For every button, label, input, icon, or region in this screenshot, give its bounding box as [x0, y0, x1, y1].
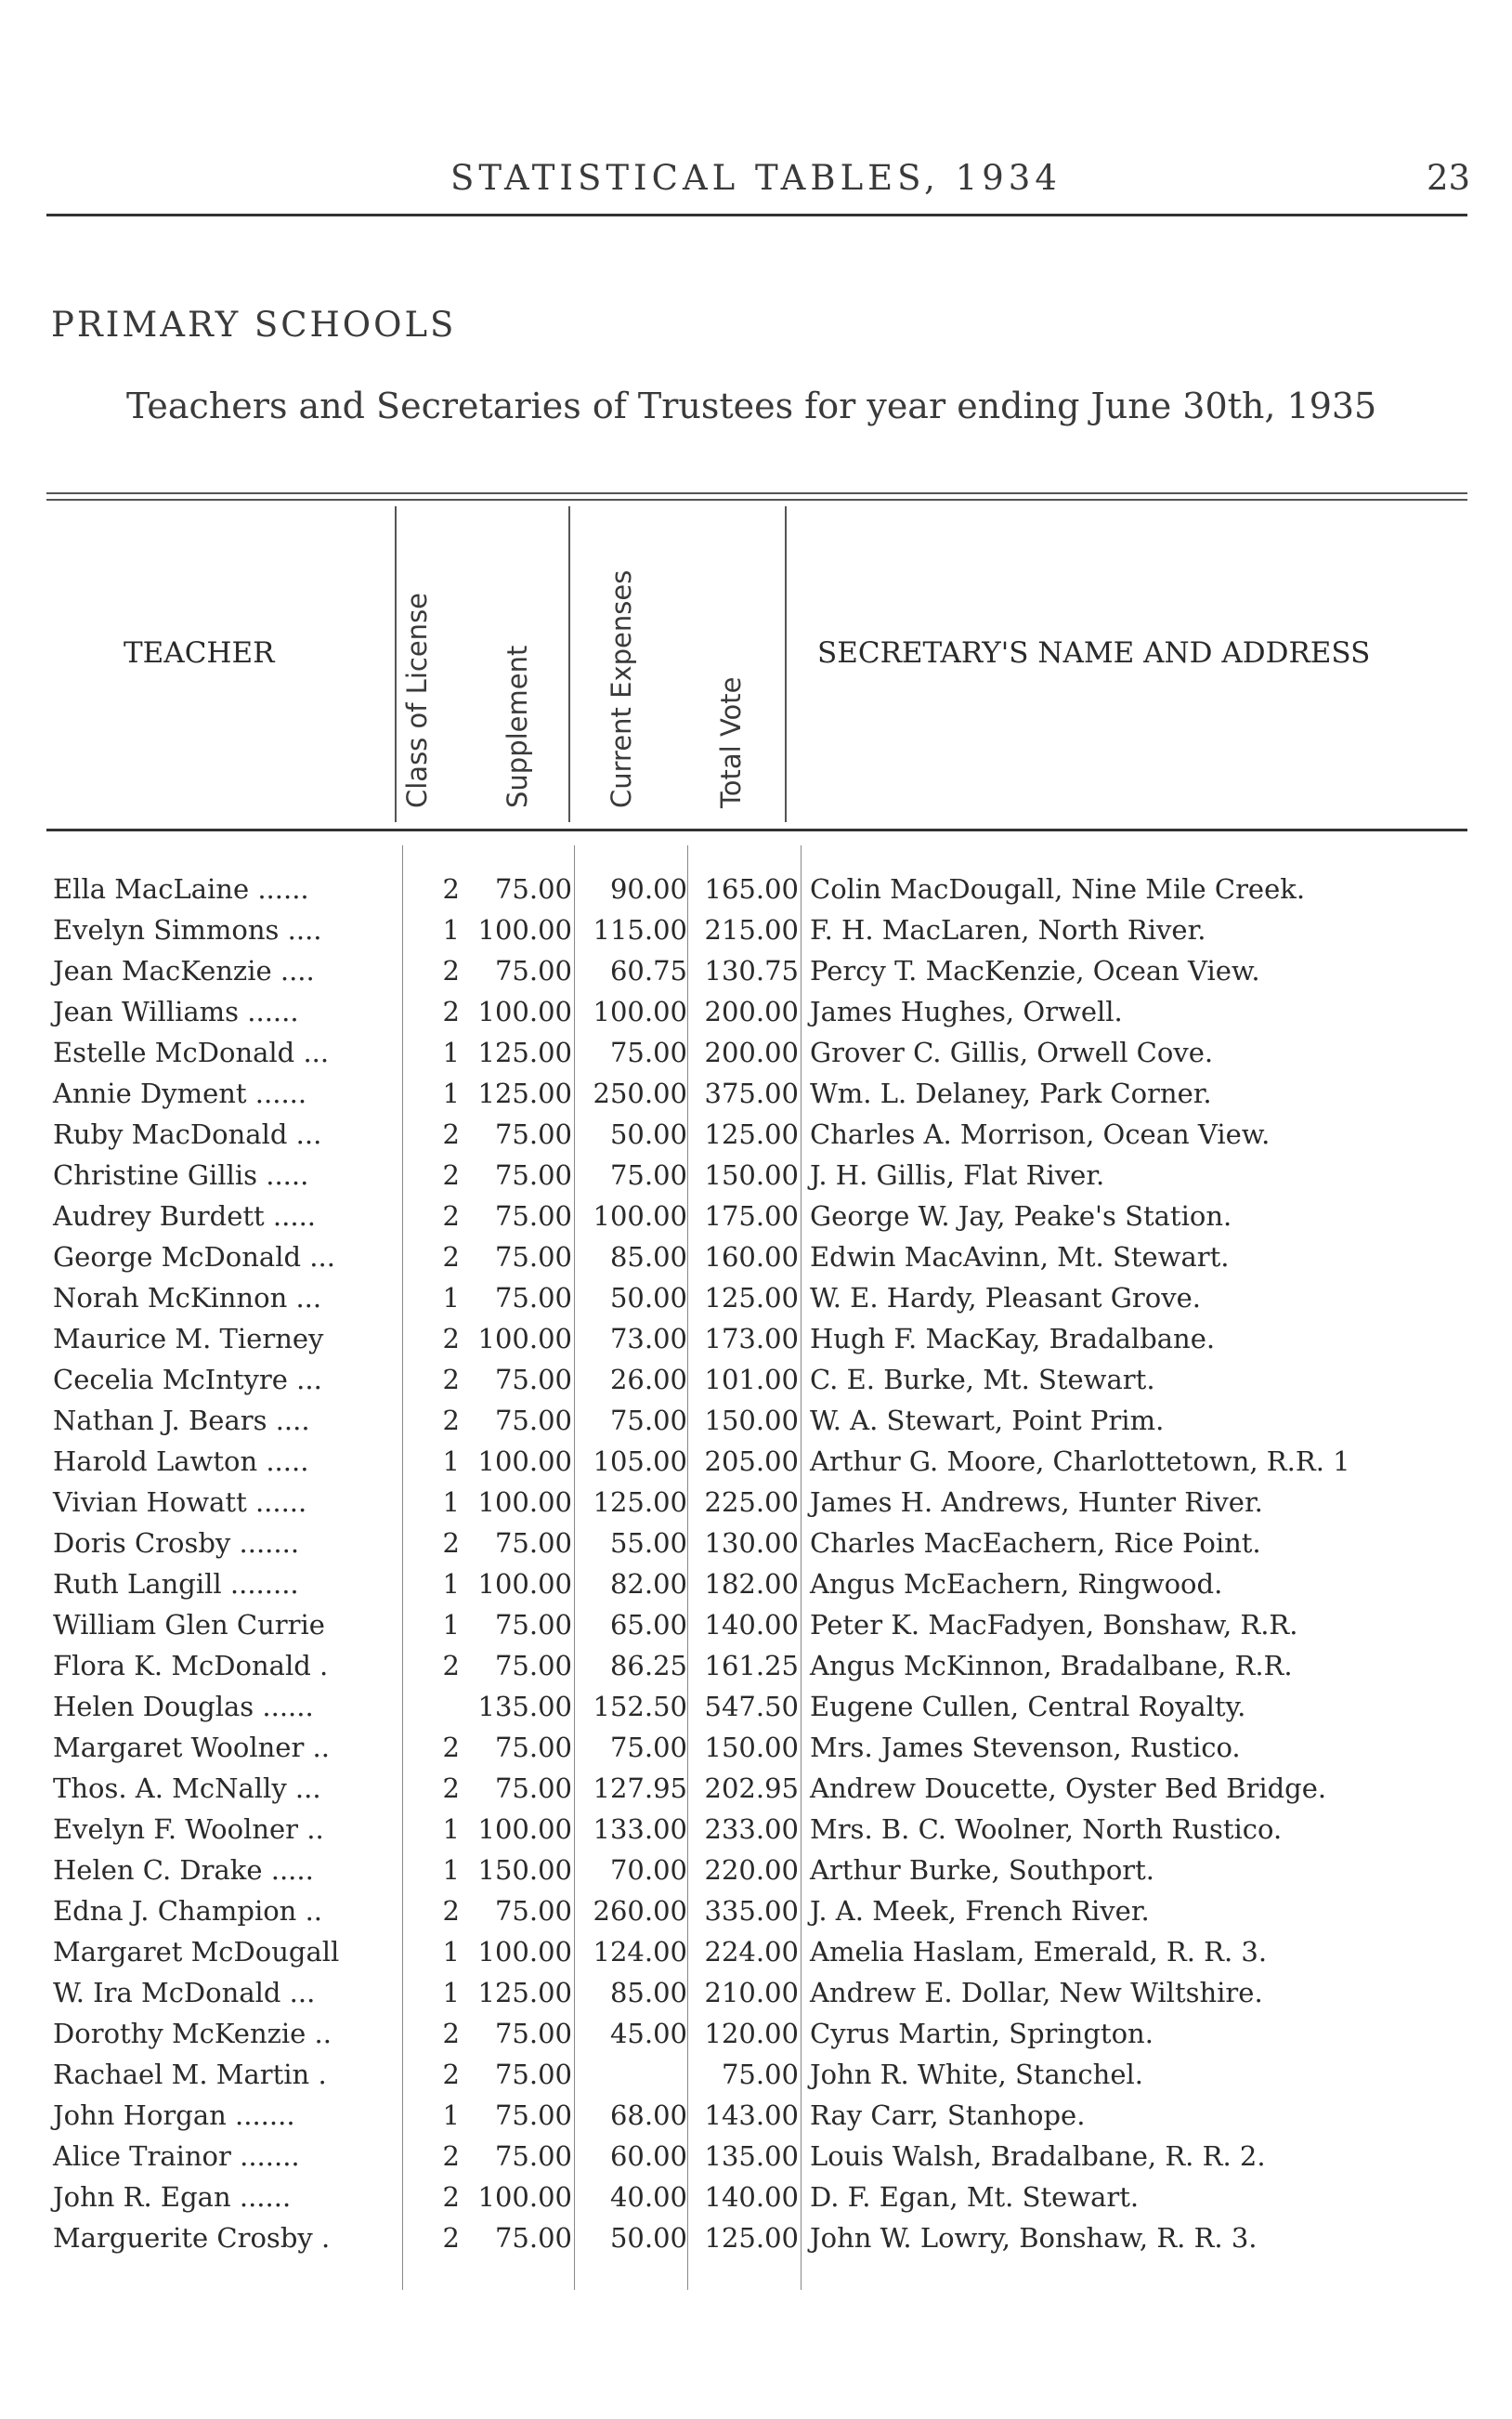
table-row [0, 2222, 1512, 2263]
class-cell: 1 [442, 1078, 460, 1109]
class-cell: 2 [442, 2059, 460, 2090]
total-vote-cell: 182.00 [704, 1568, 799, 1600]
class-cell: 1 [442, 914, 460, 946]
total-vote-cell: 210.00 [704, 1977, 799, 2008]
table-row [0, 996, 1512, 1037]
column-header-supplement: Supplement [502, 645, 533, 808]
current-expenses-cell: 127.95 [593, 1772, 687, 1804]
class-cell: 1 [442, 1486, 460, 1518]
class-cell: 2 [442, 1323, 460, 1354]
total-vote-cell: 220.00 [704, 1854, 799, 1886]
total-vote-cell: 140.00 [704, 2181, 799, 2213]
total-vote-cell: 125.00 [704, 2222, 799, 2254]
subtitle: Teachers and Secretaries of Trustees for year ending June 30th, 1935 [126, 386, 1377, 426]
class-cell: 1 [442, 2099, 460, 2131]
current-expenses-cell: 70.00 [609, 1854, 687, 1886]
running-head: STATISTICAL TABLES, 1934 [450, 158, 1062, 198]
teacher-cell: Dorothy McKenzie .. [53, 2018, 332, 2049]
secretary-cell: J. H. Gillis, Flat River. [810, 1159, 1105, 1191]
total-vote-cell: 173.00 [704, 1323, 799, 1354]
teacher-cell: Edna J. Champion .. [53, 1895, 323, 1927]
teacher-cell: Jean Williams ...... [53, 996, 299, 1027]
secretary-cell: Hugh F. MacKay, Bradalbane. [810, 1323, 1216, 1354]
current-expenses-cell: 82.00 [609, 1568, 687, 1600]
class-cell: 1 [442, 1977, 460, 2008]
table-row [0, 1977, 1512, 2018]
current-expenses-cell: 250.00 [593, 1078, 687, 1109]
current-expenses-cell: 60.75 [609, 955, 687, 987]
table-row [0, 2140, 1512, 2181]
supplement-cell: 75.00 [494, 2018, 572, 2049]
current-expenses-cell: 75.00 [609, 1405, 687, 1436]
teacher-cell: Norah McKinnon ... [53, 1282, 322, 1314]
total-vote-cell: 200.00 [704, 1037, 799, 1068]
supplement-cell: 100.00 [477, 1936, 572, 1968]
table-row [0, 1364, 1512, 1405]
class-cell: 2 [442, 1200, 460, 1232]
secretary-cell: Mrs. James Stevenson, Rustico. [810, 1732, 1241, 1763]
class-cell: 2 [442, 1895, 460, 1927]
total-vote-cell: 547.50 [704, 1691, 799, 1722]
supplement-cell: 100.00 [477, 1813, 572, 1845]
class-cell: 2 [442, 2018, 460, 2049]
current-expenses-cell: 86.25 [609, 1650, 687, 1681]
secretary-cell: Cyrus Martin, Springton. [810, 2018, 1154, 2049]
class-cell: 2 [442, 996, 460, 1027]
total-vote-cell: 225.00 [704, 1486, 799, 1518]
total-vote-cell: 175.00 [704, 1200, 799, 1232]
teacher-cell: Audrey Burdett ..... [53, 1200, 317, 1232]
total-vote-cell: 150.00 [704, 1405, 799, 1436]
supplement-cell: 75.00 [494, 1200, 572, 1232]
secretary-cell: Angus McKinnon, Bradalbane, R.R. [810, 1650, 1293, 1681]
table-row [0, 1323, 1512, 1364]
class-cell: 1 [442, 1037, 460, 1068]
total-vote-cell: 200.00 [704, 996, 799, 1027]
total-vote-cell: 233.00 [704, 1813, 799, 1845]
header-rule [46, 214, 1467, 216]
supplement-cell: 75.00 [494, 1241, 572, 1273]
supplement-cell: 100.00 [477, 1568, 572, 1600]
total-vote-cell: 140.00 [704, 1609, 799, 1641]
current-expenses-cell: 100.00 [593, 1200, 687, 1232]
table-row [0, 1037, 1512, 1078]
secretary-cell: Charles A. Morrison, Ocean View. [810, 1118, 1271, 1150]
class-cell: 2 [442, 2222, 460, 2254]
table-row [0, 1078, 1512, 1118]
total-vote-cell: 165.00 [704, 873, 799, 905]
supplement-cell: 135.00 [477, 1691, 572, 1722]
table-header-rule [46, 829, 1467, 831]
teacher-cell: Helen Douglas ...... [53, 1691, 314, 1722]
secretary-cell: George W. Jay, Peake's Station. [810, 1200, 1232, 1232]
total-vote-cell: 375.00 [704, 1078, 799, 1109]
supplement-cell: 100.00 [477, 1445, 572, 1477]
secretary-cell: W. E. Hardy, Pleasant Grove. [810, 1282, 1201, 1314]
table-row [0, 1118, 1512, 1159]
total-vote-cell: 215.00 [704, 914, 799, 946]
supplement-cell: 100.00 [477, 1323, 572, 1354]
table-row [0, 2181, 1512, 2222]
teacher-cell: Evelyn Simmons .... [53, 914, 322, 946]
class-cell: 1 [442, 1445, 460, 1477]
secretary-cell: James Hughes, Orwell. [810, 996, 1123, 1027]
secretary-cell: Angus McEachern, Ringwood. [810, 1568, 1223, 1600]
teacher-cell: Thos. A. McNally ... [53, 1772, 321, 1804]
class-cell: 1 [442, 1609, 460, 1641]
table-top-rule-inner [46, 499, 1467, 501]
teacher-cell: Margaret McDougall [53, 1936, 340, 1968]
secretary-cell: Colin MacDougall, Nine Mile Creek. [810, 873, 1306, 905]
class-cell: 2 [442, 873, 460, 905]
secretary-cell: Arthur G. Moore, Charlottetown, R.R. 1 [810, 1445, 1350, 1477]
total-vote-cell: 160.00 [704, 1241, 799, 1273]
secretary-cell: J. A. Meek, French River. [810, 1895, 1150, 1927]
secretary-cell: Grover C. Gillis, Orwell Cove. [810, 1037, 1214, 1068]
teacher-cell: Ruby MacDonald ... [53, 1118, 322, 1150]
class-cell: 2 [442, 1732, 460, 1763]
current-expenses-cell: 105.00 [593, 1445, 687, 1477]
supplement-cell: 75.00 [494, 1282, 572, 1314]
current-expenses-cell: 85.00 [609, 1241, 687, 1273]
table-row [0, 955, 1512, 996]
supplement-cell: 125.00 [477, 1037, 572, 1068]
secretary-cell: Charles MacEachern, Rice Point. [810, 1527, 1261, 1559]
current-expenses-cell: 125.00 [593, 1486, 687, 1518]
secretary-cell: D. F. Egan, Mt. Stewart. [810, 2181, 1140, 2213]
table-row [0, 914, 1512, 955]
table-row [0, 1527, 1512, 1568]
table-row [0, 1650, 1512, 1691]
teacher-cell: Maurice M. Tierney [53, 1323, 324, 1354]
current-expenses-cell: 50.00 [609, 1282, 687, 1314]
teacher-cell: William Glen Currie [53, 1609, 325, 1641]
teacher-cell: Christine Gillis ..... [53, 1159, 309, 1191]
current-expenses-cell: 65.00 [609, 1609, 687, 1641]
secretary-cell: Peter K. MacFadyen, Bonshaw, R.R. [810, 1609, 1298, 1641]
teacher-cell: Vivian Howatt ...... [53, 1486, 307, 1518]
table-row [0, 2099, 1512, 2140]
secretary-cell: John R. White, Stanchel. [810, 2059, 1144, 2090]
current-expenses-cell: 50.00 [609, 2222, 687, 2254]
current-expenses-cell: 73.00 [609, 1323, 687, 1354]
column-header-secretary: SECRETARY'S NAME AND ADDRESS [817, 636, 1371, 670]
teacher-cell: Flora K. McDonald . [53, 1650, 329, 1681]
secretary-cell: Eugene Cullen, Central Royalty. [810, 1691, 1246, 1722]
secretary-cell: James H. Andrews, Hunter River. [810, 1486, 1263, 1518]
table-row [0, 1854, 1512, 1895]
class-cell: 2 [442, 1650, 460, 1681]
supplement-cell: 150.00 [477, 1854, 572, 1886]
secretary-cell: Wm. L. Delaney, Park Corner. [810, 1078, 1212, 1109]
supplement-cell: 75.00 [494, 1405, 572, 1436]
secretary-cell: Louis Walsh, Bradalbane, R. R. 2. [810, 2140, 1266, 2172]
table-row [0, 1691, 1512, 1732]
teacher-cell: Rachael M. Martin . [53, 2059, 327, 2090]
current-expenses-cell: 260.00 [593, 1895, 687, 1927]
class-cell: 2 [442, 1405, 460, 1436]
column-header-class: Class of License [401, 592, 433, 808]
total-vote-cell: 130.00 [704, 1527, 799, 1559]
class-cell: 1 [442, 1813, 460, 1845]
total-vote-cell: 150.00 [704, 1159, 799, 1191]
class-cell: 1 [442, 1568, 460, 1600]
secretary-cell: Amelia Haslam, Emerald, R. R. 3. [810, 1936, 1268, 1968]
current-expenses-cell: 90.00 [609, 873, 687, 905]
total-vote-cell: 224.00 [704, 1936, 799, 1968]
teacher-cell: W. Ira McDonald ... [53, 1977, 316, 2008]
secretary-cell: Mrs. B. C. Woolner, North Rustico. [810, 1813, 1283, 1845]
teacher-cell: Ella MacLaine ...... [53, 873, 309, 905]
table-row [0, 873, 1512, 914]
secretary-cell: Ray Carr, Stanhope. [810, 2099, 1086, 2131]
total-vote-cell: 120.00 [704, 2018, 799, 2049]
teacher-cell: Evelyn F. Woolner .. [53, 1813, 324, 1845]
secretary-cell: Andrew E. Dollar, New Wiltshire. [810, 1977, 1263, 2008]
current-expenses-cell: 60.00 [609, 2140, 687, 2172]
supplement-cell: 75.00 [494, 2059, 572, 2090]
teacher-cell: Jean MacKenzie .... [53, 955, 315, 987]
total-vote-cell: 125.00 [704, 1118, 799, 1150]
supplement-cell: 75.00 [494, 1364, 572, 1395]
supplement-cell: 75.00 [494, 873, 572, 905]
header-divider [785, 506, 787, 822]
current-expenses-cell: 75.00 [609, 1037, 687, 1068]
header-divider [568, 506, 570, 822]
teacher-cell: Marguerite Crosby . [53, 2222, 331, 2254]
current-expenses-cell: 50.00 [609, 1118, 687, 1150]
teacher-cell: Margaret Woolner .. [53, 1732, 330, 1763]
class-cell: 2 [442, 1364, 460, 1395]
class-cell: 2 [442, 1159, 460, 1191]
current-expenses-cell: 75.00 [609, 1732, 687, 1763]
table-row [0, 1282, 1512, 1323]
teacher-cell: Annie Dyment ...... [53, 1078, 307, 1109]
supplement-cell: 100.00 [477, 1486, 572, 1518]
table-row [0, 1732, 1512, 1772]
teacher-cell: John R. Egan ...... [53, 2181, 292, 2213]
total-vote-cell: 205.00 [704, 1445, 799, 1477]
class-cell: 1 [442, 1936, 460, 1968]
supplement-cell: 125.00 [477, 1078, 572, 1109]
teacher-cell: John Horgan ....... [53, 2099, 295, 2131]
class-cell: 2 [442, 2181, 460, 2213]
secretary-cell: W. A. Stewart, Point Prim. [810, 1405, 1165, 1436]
table-top-rule [46, 492, 1467, 494]
table-body [0, 873, 1512, 2263]
current-expenses-cell: 75.00 [609, 1159, 687, 1191]
total-vote-cell: 202.95 [704, 1772, 799, 1804]
current-expenses-cell: 45.00 [609, 2018, 687, 2049]
table-row [0, 1895, 1512, 1936]
supplement-cell: 100.00 [477, 996, 572, 1027]
teacher-cell: Doris Crosby ....... [53, 1527, 300, 1559]
header-divider [395, 506, 397, 822]
table-row [0, 1486, 1512, 1527]
supplement-cell: 75.00 [494, 2222, 572, 2254]
teacher-cell: Alice Trainor ....... [53, 2140, 300, 2172]
class-cell: 2 [442, 1772, 460, 1804]
supplement-cell: 75.00 [494, 1772, 572, 1804]
table-row [0, 1200, 1512, 1241]
class-cell: 1 [442, 1282, 460, 1314]
total-vote-cell: 161.25 [704, 1650, 799, 1681]
current-expenses-cell: 55.00 [609, 1527, 687, 1559]
supplement-cell: 75.00 [494, 1895, 572, 1927]
supplement-cell: 75.00 [494, 1159, 572, 1191]
supplement-cell: 75.00 [494, 1650, 572, 1681]
total-vote-cell: 125.00 [704, 1282, 799, 1314]
current-expenses-cell: 124.00 [593, 1936, 687, 1968]
teacher-cell: Harold Lawton ..... [53, 1445, 309, 1477]
teacher-cell: Ruth Langill ........ [53, 1568, 299, 1600]
total-vote-cell: 130.75 [704, 955, 799, 987]
total-vote-cell: 135.00 [704, 2140, 799, 2172]
secretary-cell: F. H. MacLaren, North River. [810, 914, 1206, 946]
supplement-cell: 75.00 [494, 1609, 572, 1641]
class-cell: 1 [442, 1854, 460, 1886]
total-vote-cell: 101.00 [704, 1364, 799, 1395]
table-row [0, 1813, 1512, 1854]
supplement-cell: 75.00 [494, 2099, 572, 2131]
table-row [0, 1405, 1512, 1445]
class-cell: 2 [442, 1241, 460, 1273]
teacher-cell: Estelle McDonald ... [53, 1037, 330, 1068]
secretary-cell: Edwin MacAvinn, Mt. Stewart. [810, 1241, 1230, 1273]
total-vote-cell: 143.00 [704, 2099, 799, 2131]
current-expenses-cell: 100.00 [593, 996, 687, 1027]
current-expenses-cell: 68.00 [609, 2099, 687, 2131]
table-row [0, 1159, 1512, 1200]
secretary-cell: C. E. Burke, Mt. Stewart. [810, 1364, 1155, 1395]
current-expenses-cell: 115.00 [593, 914, 687, 946]
table-row [0, 1445, 1512, 1486]
supplement-cell: 100.00 [477, 914, 572, 946]
secretary-cell: Arthur Burke, Southport. [810, 1854, 1155, 1886]
current-expenses-cell: 40.00 [609, 2181, 687, 2213]
table-row [0, 1568, 1512, 1609]
table-row [0, 1609, 1512, 1650]
teacher-cell: George McDonald ... [53, 1241, 335, 1273]
column-header-current-expenses: Current Expenses [606, 569, 637, 808]
class-cell: 2 [442, 1527, 460, 1559]
class-cell: 2 [442, 2140, 460, 2172]
supplement-cell: 75.00 [494, 1732, 572, 1763]
column-header-teacher: TEACHER [124, 636, 275, 670]
current-expenses-cell: 133.00 [593, 1813, 687, 1845]
table-row [0, 1772, 1512, 1813]
class-cell: 2 [442, 1118, 460, 1150]
supplement-cell: 125.00 [477, 1977, 572, 2008]
secretary-cell: John W. Lowry, Bonshaw, R. R. 3. [810, 2222, 1258, 2254]
supplement-cell: 75.00 [494, 1527, 572, 1559]
current-expenses-cell: 152.50 [593, 1691, 687, 1722]
current-expenses-cell: 26.00 [609, 1364, 687, 1395]
page-number: 23 [1427, 158, 1471, 198]
secretary-cell: Andrew Doucette, Oyster Bed Bridge. [810, 1772, 1327, 1804]
table-row [0, 2059, 1512, 2099]
total-vote-cell: 75.00 [721, 2059, 799, 2090]
supplement-cell: 100.00 [477, 2181, 572, 2213]
class-cell: 2 [442, 955, 460, 987]
total-vote-cell: 335.00 [704, 1895, 799, 1927]
teacher-cell: Nathan J. Bears .... [53, 1405, 310, 1436]
table-row [0, 1936, 1512, 1977]
table-row [0, 1241, 1512, 1282]
section-title: PRIMARY SCHOOLS [51, 305, 457, 345]
supplement-cell: 75.00 [494, 955, 572, 987]
total-vote-cell: 150.00 [704, 1732, 799, 1763]
table-row [0, 2018, 1512, 2059]
supplement-cell: 75.00 [494, 1118, 572, 1150]
current-expenses-cell: 85.00 [609, 1977, 687, 2008]
teacher-cell: Cecelia McIntyre ... [53, 1364, 322, 1395]
column-header-total-vote: Total Vote [715, 676, 747, 808]
supplement-cell: 75.00 [494, 2140, 572, 2172]
secretary-cell: Percy T. MacKenzie, Ocean View. [810, 955, 1260, 987]
teacher-cell: Helen C. Drake ..... [53, 1854, 314, 1886]
